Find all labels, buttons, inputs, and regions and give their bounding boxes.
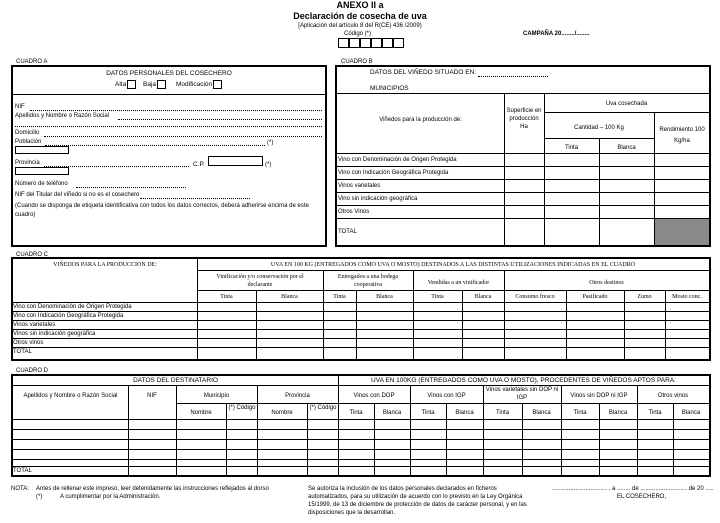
provincia-code-box[interactable] <box>15 167 69 175</box>
nif-col-header: NIF <box>147 393 157 399</box>
grid-line <box>337 166 709 167</box>
domicilio-field[interactable] <box>44 136 322 137</box>
grid-line <box>337 179 709 180</box>
poblacion-label: Población <box>15 139 42 145</box>
d-tinta-5: Tinta <box>648 410 662 416</box>
rendimiento-header: Rendimiento 100 Kg/ha <box>659 127 705 145</box>
d-blanca-3: Blanca <box>532 410 551 416</box>
cooperativa-header: Entregados a una bodega cooperativa <box>337 274 399 288</box>
date-line[interactable]: ................................. , a ........ de ............................ de 20 ..... <box>552 486 714 492</box>
c-blanca-1: Blanca <box>281 294 298 300</box>
apellidos-field[interactable] <box>118 119 322 120</box>
cuadro-b-row-igp: Vino con Indicación Geográfica Protegida <box>338 170 449 176</box>
apellidos-label: Apellidos y Nombre o Razón Social <box>15 113 110 119</box>
telefono-label: Número de teléfono <box>15 181 68 187</box>
poblacion-field[interactable] <box>45 145 265 146</box>
grid-line <box>337 218 709 219</box>
grid-line <box>256 290 257 359</box>
grid-line <box>665 290 666 359</box>
cuadro-c-row-varietales: Vinos varietales <box>13 322 56 328</box>
location-field[interactable] <box>478 76 548 77</box>
titular-field[interactable] <box>140 198 250 199</box>
apellidos-field-2[interactable] <box>15 126 322 127</box>
grid-line <box>544 112 709 113</box>
divider <box>13 94 325 95</box>
code-box-6[interactable] <box>393 38 404 48</box>
form-subtitle: [Aplicación del artículo 8 del R(CE) 436 /2009) <box>298 23 422 29</box>
cuadro-b-row-dop: Vino con Denominación de Origen Protegida <box>338 157 457 163</box>
uva-aptos-header: UVA EN 100KG (ENTREGADOS COMO UVA O MOSTO), PROCEDENTES DE VIÑEDOS APTOS PARA: <box>371 377 676 384</box>
telefono-field[interactable] <box>76 187 186 188</box>
blanca-header: Blanca <box>617 145 636 151</box>
pasificado-header: Pasificado <box>582 294 608 300</box>
campaign-label[interactable]: CAMPAÑA 20......../........ <box>523 31 590 37</box>
d-blanca-1: Blanca <box>382 410 402 416</box>
alta-option[interactable]: Alta <box>115 80 136 89</box>
code-box-3[interactable] <box>360 38 371 48</box>
uva-cosechada-header: Uva cosechada <box>605 101 648 107</box>
cp-box[interactable] <box>208 156 263 166</box>
modificacion-checkbox[interactable] <box>213 80 222 89</box>
cuadro-b-row-sin-ig: Vino sin indicación geográfica <box>338 196 418 202</box>
vinedo-location-label: DATOS DEL VIÑEDO SITUADO EN: <box>370 69 477 76</box>
cuadro-c-row-igp: Vino con Indicación Geográfica Protegida <box>13 313 124 319</box>
dop-col-header: Vinos con DOP <box>353 393 395 399</box>
cuadro-c-row-dop: Vino con Denominación de Origen Protegida <box>13 304 132 310</box>
varietales-col-header: Vinos varietales sin DOP ni IGP <box>485 387 559 401</box>
cuadro-d-total: TOTAL <box>13 468 32 474</box>
nota-label: NOTA: <box>11 486 29 492</box>
grid-line <box>176 403 709 404</box>
c-blanca-3: Blanca <box>474 294 492 300</box>
divider <box>337 93 709 94</box>
poblacion-code-box[interactable] <box>15 146 69 154</box>
grid-line <box>337 205 709 206</box>
legal-line-4: disposiciones que la desarrollan. <box>308 510 396 516</box>
vendidas-header: Vendidas a un vinificador <box>427 280 490 286</box>
cuadro-d-label: CUADRO D <box>16 368 49 374</box>
apellidos-col-header: Apellidos y Nombre o Razón Social <box>23 393 118 399</box>
asterisk-text: A cumplimentar por la Administración. <box>60 494 161 500</box>
baja-option[interactable]: Baja <box>143 80 166 89</box>
cuadro-c-vinedos-header: VIÑEDOS PARA LA PRODUCCION DE: <box>53 262 157 268</box>
d-blanca-4: Blanca <box>608 410 628 416</box>
grid-line <box>13 347 709 348</box>
legal-line-1: Se autoriza la inclusión de los datos personales declarados en ficheros <box>308 486 497 492</box>
grid-line <box>544 138 654 139</box>
grid-line <box>13 419 709 420</box>
d-tinta-4: Tinta <box>573 410 587 416</box>
superficie-header: Superficie en producción Ha <box>506 108 542 130</box>
c-tinta-1: Tinta <box>220 294 233 300</box>
code-box-1[interactable] <box>338 38 349 48</box>
nota-text: Antes de rellenar este impreso, leer detenidamente las instrucciones reflejados al dorso <box>36 486 269 492</box>
table-row[interactable] <box>13 429 709 430</box>
cuadro-c-row-otros: Otros vinos <box>13 340 44 346</box>
vinedos-header: Viñedos para la producción de: <box>379 117 462 123</box>
cantidad-header: Cantidad – 100 Kg <box>574 125 624 131</box>
d-blanca-2: Blanca <box>455 410 474 416</box>
cuadro-b-row-total: TOTAL <box>338 229 357 235</box>
provincia-nombre-header: Nombre <box>271 410 293 416</box>
cuadro-a-title: DATOS PERSONALES DEL COSECHERO <box>106 70 232 77</box>
alta-checkbox[interactable] <box>127 80 136 89</box>
cuadro-a <box>11 65 327 247</box>
grid-line <box>624 290 625 359</box>
grid-line <box>13 302 709 303</box>
tinta-header: Tinta <box>564 145 579 151</box>
grid-line <box>13 338 709 339</box>
grid-line <box>544 93 545 245</box>
grid-line <box>566 290 567 359</box>
grid-line <box>13 311 709 312</box>
cuadro-a-label: CUADRO A <box>16 59 48 65</box>
baja-checkbox[interactable] <box>157 80 166 89</box>
cuadro-c-label: CUADRO C <box>16 252 49 258</box>
grid-line <box>462 290 463 359</box>
destinatario-header: DATOS DEL DESTINATARIO <box>133 377 218 384</box>
otros-destinos-header: Otros destinos <box>589 280 624 286</box>
mosto-header: Mosto conc. <box>672 294 702 300</box>
d-blanca-5: Blanca <box>681 410 701 416</box>
grid-line <box>197 290 709 291</box>
grid-line <box>356 290 357 359</box>
grid-line <box>197 259 198 359</box>
grid-line <box>197 270 709 271</box>
d-tinta-3: Tinta <box>495 410 510 416</box>
grid-line <box>323 270 324 359</box>
cuadro-c-row-total: TOTAL <box>13 349 32 355</box>
table-row[interactable] <box>13 439 709 440</box>
asterisk-mark: (*) <box>36 494 43 500</box>
code-label: Código (*) <box>344 31 372 37</box>
provincia-codigo-header: (*) Código <box>309 405 337 411</box>
grid-line <box>13 385 709 386</box>
code-box-5[interactable] <box>382 38 393 48</box>
cp-label: C.P. <box>193 161 205 168</box>
grid-line <box>337 153 709 154</box>
otros-col-header: Otros vinos <box>657 393 689 399</box>
provincia-label: Provincia <box>15 160 40 166</box>
cuadro-c-row-sin-ig: Vinos sin indicación geográfica <box>13 331 96 337</box>
c-blanca-2: Blanca <box>376 294 393 300</box>
municipio-codigo-header: (*) Código <box>228 405 256 411</box>
d-tinta-2: Tinta <box>421 410 435 416</box>
grid-line <box>13 320 709 321</box>
c-tinta-3: Tinta <box>431 294 444 300</box>
d-tinta-1: Tinta <box>349 410 363 416</box>
c-tinta-2: Tinta <box>333 294 346 300</box>
legal-line-3: 15/1999, de 13 de diciembre de protección de datos de carácter personal, y en las <box>308 502 527 508</box>
sin-dop-col-header: Vinos sin DOP ni IGP <box>570 393 628 399</box>
shaded-cell <box>655 219 709 245</box>
table-row[interactable] <box>13 449 709 450</box>
consumo-header: Consumo fresco <box>515 294 555 300</box>
annex-label: ANEXO II a <box>336 0 384 10</box>
nif-label: NIF <box>15 104 25 110</box>
grid-line <box>337 192 709 193</box>
cuadro-b-row-otros: Otros Vinos <box>338 209 370 215</box>
titular-label: NIF del Titular del viñedo si no es el cosechero <box>15 192 140 198</box>
cosechero-label: EL COSECHERO, <box>617 494 667 500</box>
zumo-header: Zumo <box>637 294 652 300</box>
municipio-nombre-header: Nombre <box>190 410 212 416</box>
cuadro-b-label: CUADRO B <box>341 59 373 65</box>
grid-line <box>338 376 339 475</box>
label-note: (Cuando se disponga de etiqueta identificativa con todos los datos correctos, deberá adherirse encima de este cuadro) <box>15 203 309 218</box>
provincia-col-header: Provincia <box>285 393 310 399</box>
table-row[interactable] <box>13 466 709 467</box>
table-row[interactable] <box>13 459 709 460</box>
grid-line <box>13 329 709 330</box>
modificacion-option[interactable]: Modificación <box>176 80 222 89</box>
legal-line-2: automatizados, para su utilización de acuerdo con lo previsto en la Ley Orgánica <box>308 494 523 500</box>
igp-col-header: Vinos con IGP <box>427 393 466 399</box>
code-box-4[interactable] <box>371 38 382 48</box>
code-box-2[interactable] <box>349 38 360 48</box>
poblacion-asterisk: (*) <box>267 140 274 146</box>
cp-asterisk: (*) <box>265 162 272 168</box>
municipios-label: MUNICIPIOS <box>370 85 409 92</box>
cuadro-c-main-header: UVA EN 100 KG (ENTREGADOS COMO UVA O MOSTO) DESTINADOS A LAS DISTINTAS UTILIZACIONES INDICADAS EN EL CUADRO <box>270 262 636 268</box>
form-title: Declaración de cosecha de uva <box>293 11 427 21</box>
cuadro-b-row-varietales: Vinos varietales <box>338 183 381 189</box>
vinificacion-header: Vinificación y/o conservación por el declarante <box>216 274 304 288</box>
municipio-col-header: Municipio <box>203 393 230 399</box>
nif-field[interactable] <box>30 110 322 111</box>
cuadro-d <box>11 374 711 477</box>
domicilio-label: Domicilio <box>15 130 40 136</box>
